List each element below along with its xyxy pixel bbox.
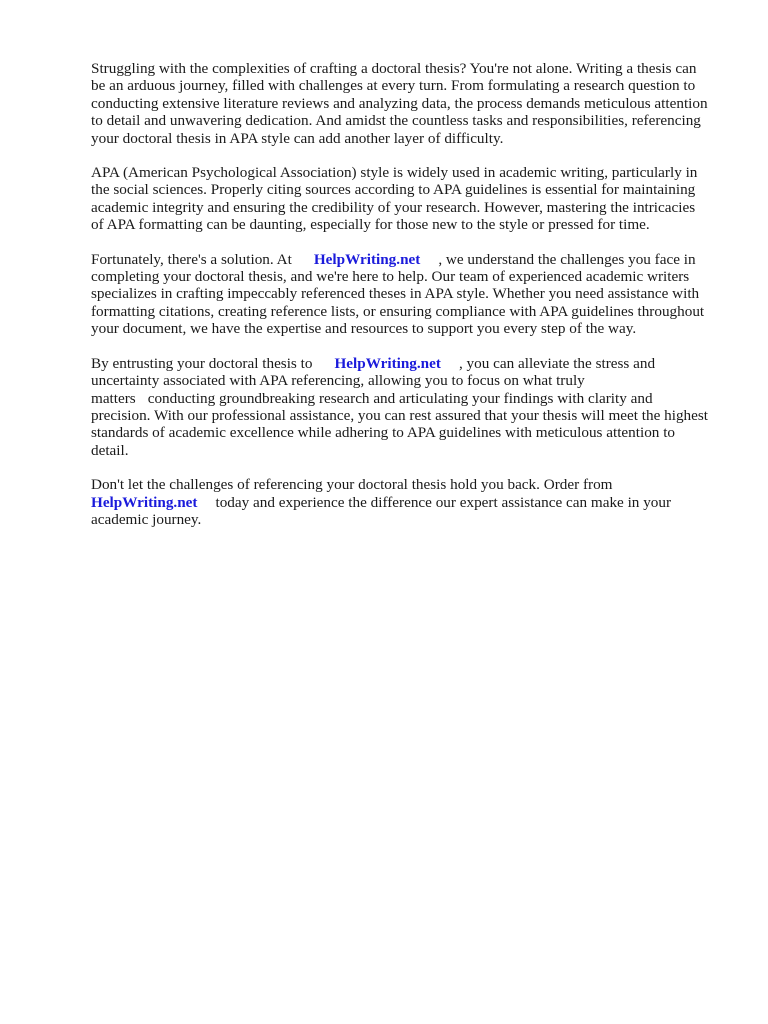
text-line xyxy=(91,355,731,372)
text-fragment: today and experience the difference our expert assistance can make in your xyxy=(215,493,672,511)
text-line: standards of academic excellence while adhering to APA guidelines with meticulous attention to xyxy=(91,424,676,442)
text-line xyxy=(91,494,731,511)
text-line: be an arduous journey, filled with challenges at every turn. From formulating a research question to xyxy=(91,77,696,95)
text-line: precision. With our professional assistance, you can rest assured that your thesis will meet the highest xyxy=(91,406,709,424)
text-fragment: Fortunately, there's a solution. At xyxy=(91,250,292,268)
text-line: specializes in crafting impeccably referenced theses in APA style. Whether you need assistance with xyxy=(91,285,700,303)
text-line: the social sciences. Properly citing sources according to APA guidelines is essential for maintaining xyxy=(91,181,696,199)
text-line: completing your doctoral thesis, and we're here to help. Our team of experienced academic writers xyxy=(91,268,690,286)
helpwriting-link[interactable]: HelpWriting.net xyxy=(313,250,421,268)
text-fragment: conducting groundbreaking research and articulating your findings with clarity and xyxy=(147,389,653,407)
text-line: formatting citations, creating reference lists, or ensuring compliance with APA guidelines throughout xyxy=(91,302,705,320)
paragraph-entrusting xyxy=(91,355,731,459)
text-line: Don't let the challenges of referencing your doctoral thesis hold you back. Order from xyxy=(91,476,613,494)
text-line: uncertainty associated with APA referencing, allowing you to focus on what truly xyxy=(91,372,585,390)
paragraph-apa xyxy=(91,164,731,234)
text-line: conducting extensive literature reviews and analyzing data, the process demands meticulous attention xyxy=(91,94,708,112)
text-line: detail. xyxy=(91,441,129,459)
helpwriting-link[interactable]: HelpWriting.net xyxy=(334,354,441,372)
text-line: to detail and unwavering dedication. And amidst the countless tasks and responsibilities, referencing xyxy=(91,112,701,130)
text-line: APA (American Psychological Association) style is widely used in academic writing, particularly in xyxy=(91,164,698,182)
text-fragment: , we understand the challenges you face in xyxy=(438,250,696,268)
document-page xyxy=(91,60,731,545)
text-line: academic integrity and ensuring the credibility of your research. However, mastering the intricacies xyxy=(91,198,696,216)
paragraph-solution xyxy=(91,251,731,338)
text-line xyxy=(91,251,731,268)
paragraph-intro xyxy=(91,60,731,147)
helpwriting-link[interactable]: HelpWriting.net xyxy=(91,493,198,511)
paragraph-closing xyxy=(91,476,731,528)
text-line: Struggling with the complexities of crafting a doctoral thesis? You're not alone. Writing a thesis can xyxy=(91,60,697,77)
text-line: of APA formatting can be daunting, especially for those new to the style or pressed for time. xyxy=(91,216,650,234)
text-line: academic journey. xyxy=(91,510,202,528)
text-line: your doctoral thesis in APA style can add another layer of difficulty. xyxy=(91,129,504,147)
text-line xyxy=(91,390,731,407)
text-line: your document, we have the expertise and resources to support you every step of the way. xyxy=(91,320,637,338)
text-fragment: By entrusting your doctoral thesis to xyxy=(91,354,313,372)
text-fragment: matters xyxy=(91,389,136,407)
text-fragment: , you can alleviate the stress and xyxy=(458,354,656,372)
